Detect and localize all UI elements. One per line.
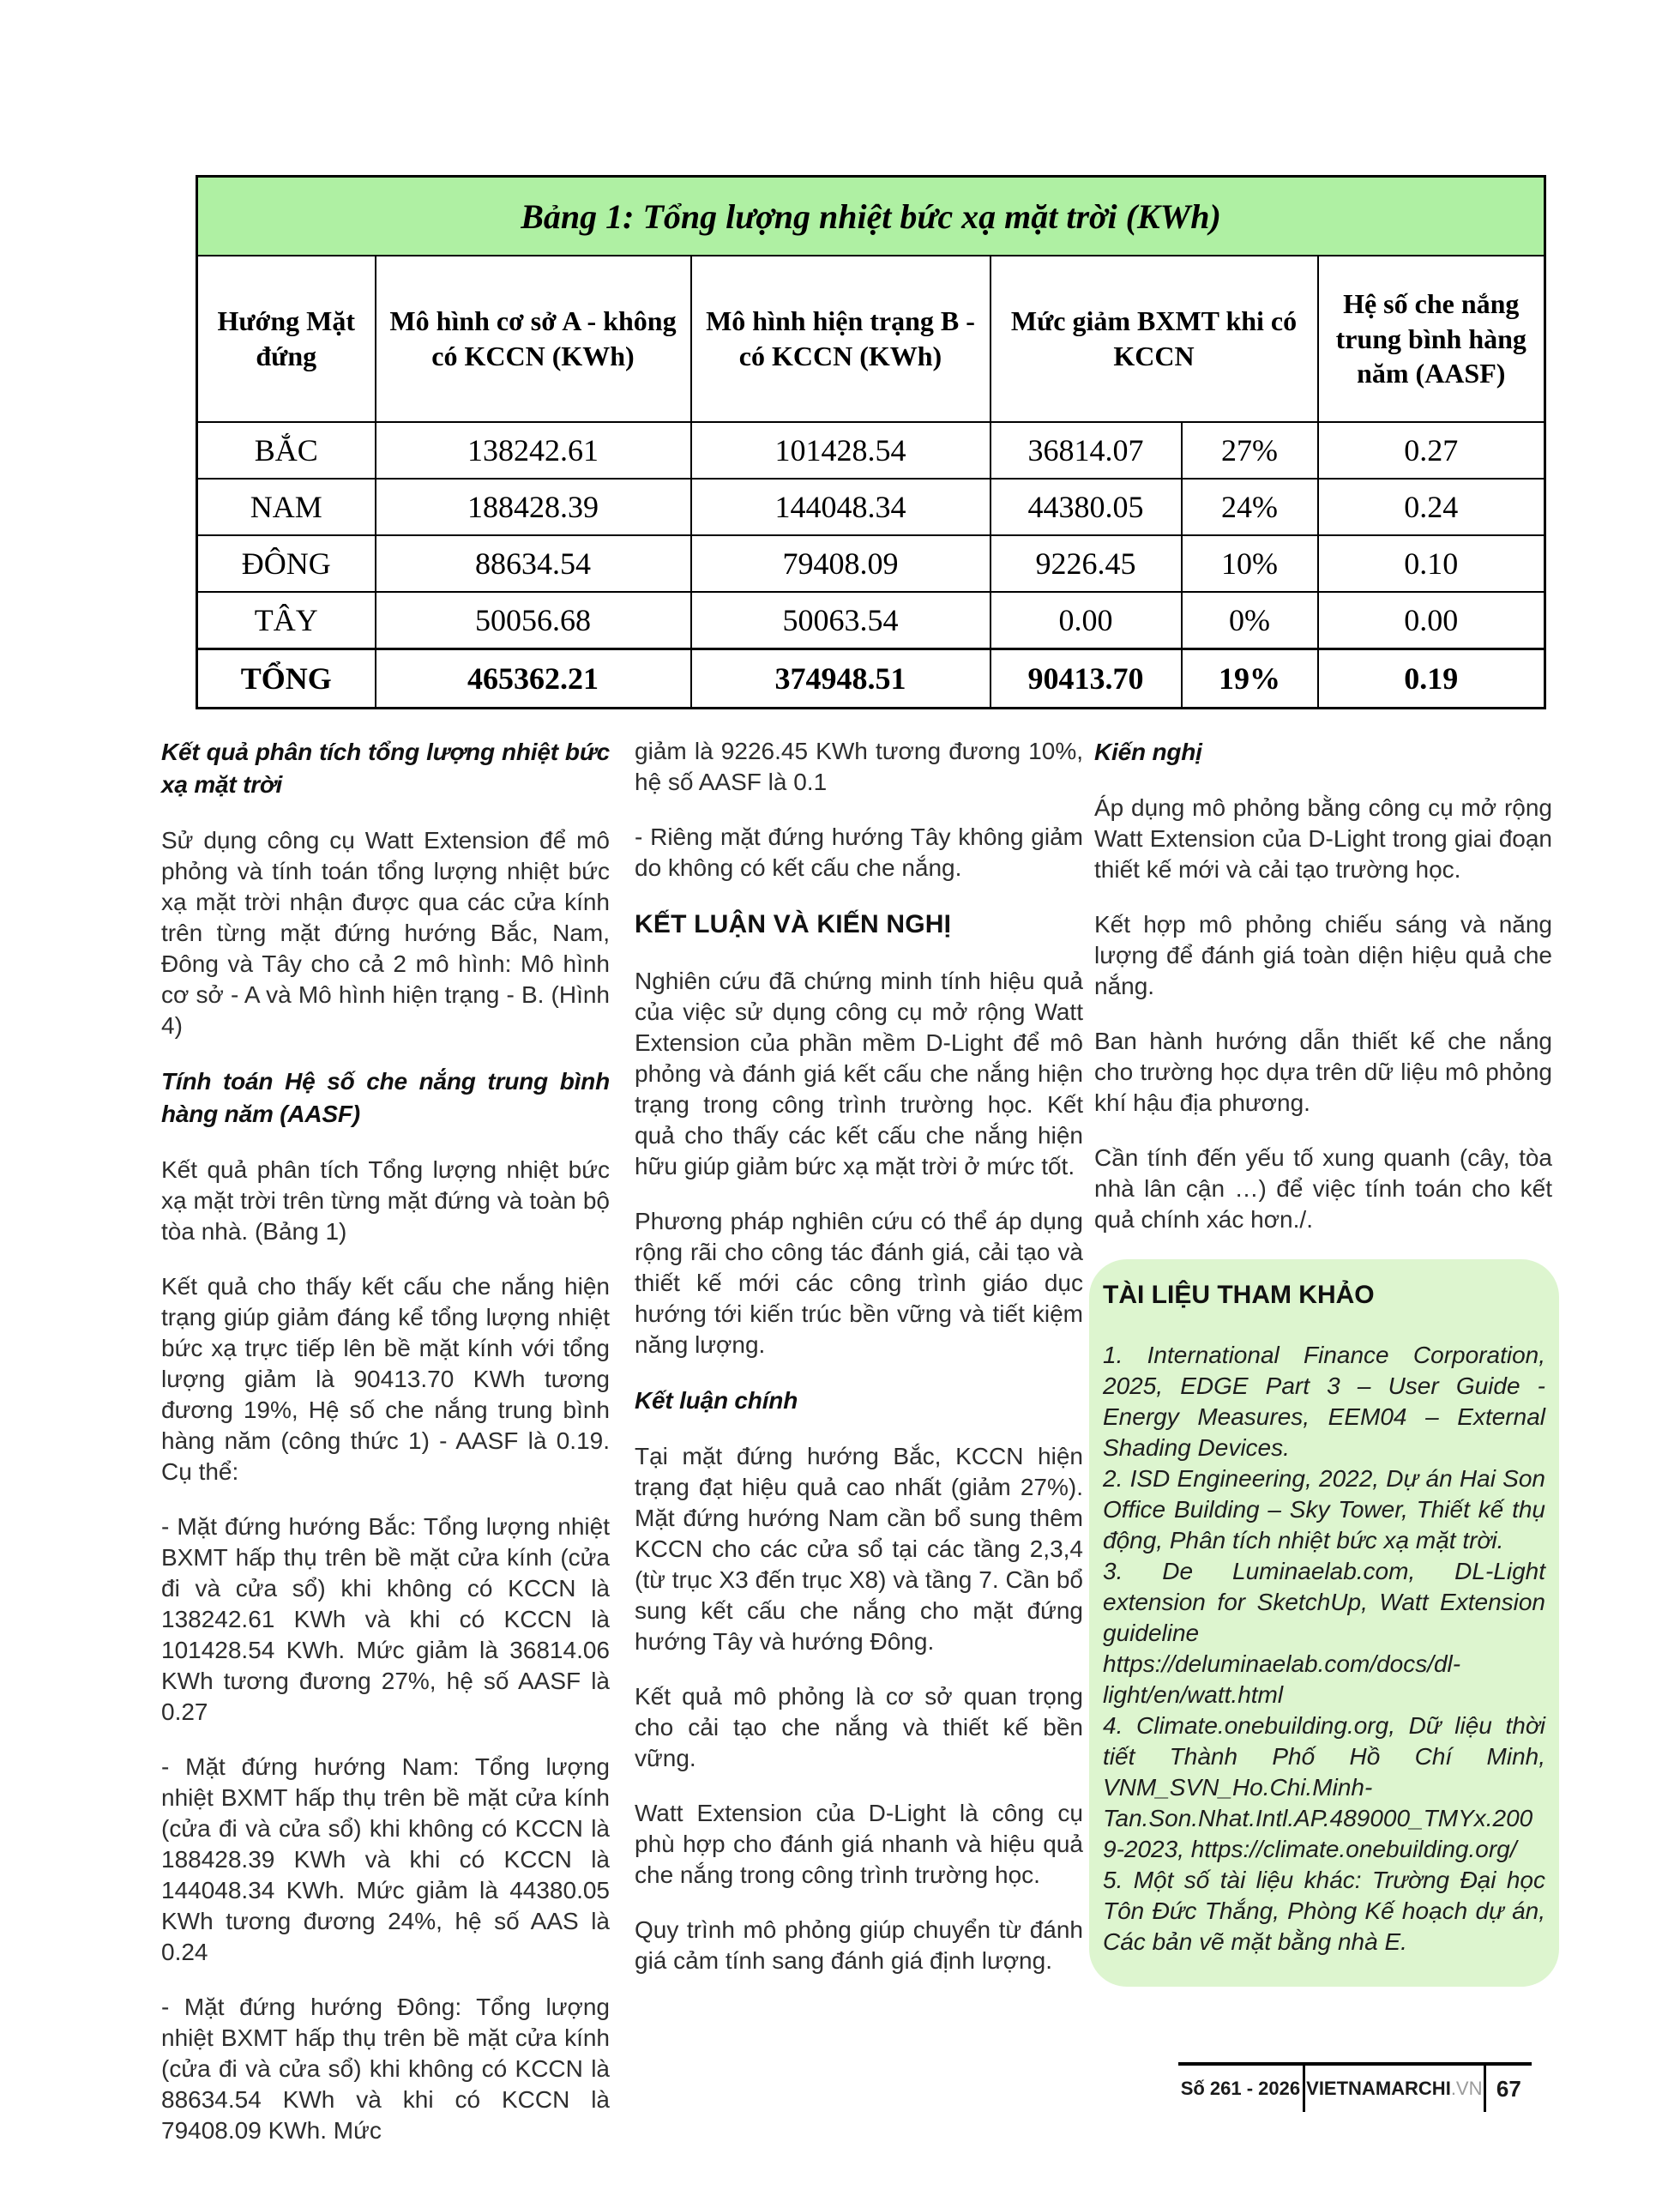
table-row (197, 535, 1545, 592)
cell-model-b: 101428.54 (691, 422, 991, 479)
reference-item: 1. International Finance Corporation, 2025, EDGE Part 3 – User Guide - Energy Measures, EEM04 – External Shading Devices. (1103, 1342, 1545, 1461)
cell-model-a: 138242.61 (376, 422, 691, 479)
cell-model-b: 374948.51 (691, 649, 991, 709)
cell-aasf: 0.00 (1318, 592, 1545, 649)
cell-model-a: 50056.68 (376, 592, 691, 649)
paragraph: Kết hợp mô phỏng chiếu sáng và năng lượng để đánh giá toàn diện hiệu quả che nắng. (1094, 911, 1552, 999)
paragraph: Áp dụng mô phỏng bằng công cụ mở rộng Watt Extension của D-Light trong giai đoạn thiết kế mới và cải tạo trường học. (1094, 794, 1552, 883)
table-title: Bảng 1: Tổng lượng nhiệt bức xạ mặt trời (KWh) (197, 177, 1545, 256)
subheading: Kiến nghị (1094, 739, 1202, 765)
paragraph: Ban hành hướng dẫn thiết kế che nắng cho trường học dựa trên dữ liệu mô phỏng khí hậu địa phương. (1094, 1028, 1552, 1116)
header-huong-mat-dung: Hướng Mặt đứng (197, 256, 376, 422)
cell-aasf: 0.24 (1318, 479, 1545, 535)
header-he-so-che-nang: Hệ số che nắng trung bình hàng năm (AASF) (1318, 256, 1545, 422)
paragraph: Kết quả cho thấy kết cấu che nắng hiện trạng giúp giảm đáng kể tổng lượng nhiệt bức xạ trực tiếp lên bề mặt kính với tổng lượng giảm là 90413.70 KWh tương đương 19%, Hệ số che nắng trung bình hàng năm (công thức 1) - AASF là 0.19. Cụ thể: (161, 1273, 610, 1485)
header-muc-giam-bxmt: Mức giảm BXMT khi có KCCN (991, 256, 1318, 422)
brand-name: VIETNAMARCHI (1306, 2078, 1451, 2099)
cell-direction: NAM (197, 479, 376, 535)
paragraph: Watt Extension của D-Light là công cụ phù hợp cho đánh giá nhanh và hiệu quả che nắng trong công trình trường học. (635, 1800, 1083, 1888)
reference-item: 4. Climate.onebuilding.org, Dữ liệu thời tiết Thành Phố Hồ Chí Minh, VNM_SVN_Ho.Chi.Minh-Tan.Son.Nhat.Intl.AP.489000_TMYx.2009-2023, https://climate.onebuilding.org/ (1103, 1712, 1545, 1862)
section-heading: KẾT LUẬN VÀ KIẾN NGHỊ (635, 910, 952, 938)
cell-aasf: 0.10 (1318, 535, 1545, 592)
paragraph: Nghiên cứu đã chứng minh tính hiệu quả của việc sử dụng công cụ mở rộng Watt Extension của phần mềm D-Light để mô phỏng và đánh giá kết cấu che nắng hiện trạng trong công trình trường học. Kết quả cho thấy các kết cấu che nắng hiện hữu giúp giảm bức xạ mặt trời ở mức tốt. (635, 968, 1083, 1179)
brand-suffix: .VN (1450, 2078, 1483, 2099)
table-header-row (197, 256, 1545, 422)
cell-direction: TỔNG (197, 649, 376, 709)
subheading: Kết quả phân tích tổng lượng nhiệt bức xạ mặt trời (161, 739, 610, 798)
paragraph: Quy trình mô phỏng giúp chuyển từ đánh giá cảm tính sang đánh giá định lượng. (635, 1916, 1083, 1974)
cell-model-b: 144048.34 (691, 479, 991, 535)
page-footer (1178, 2062, 1532, 2112)
cell-percent: 0% (1182, 592, 1318, 649)
cell-percent: 19% (1182, 649, 1318, 709)
paragraph: - Riêng mặt đứng hướng Tây không giảm do không có kết cấu che nắng. (635, 824, 1083, 881)
reference-item: 2. ISD Engineering, 2022, Dự án Hai Son Office Building – Sky Tower, Thiết kế thụ động, Phân tích nhiệt bức xạ mặt trời. (1103, 1465, 1545, 1553)
subheading: Kết luận chính (635, 1387, 798, 1414)
solar-radiation-table (196, 175, 1546, 709)
paragraph: Phương pháp nghiên cứu có thể áp dụng rộng rãi cho công tác đánh giá, cải tạo và thiết kế mới các công trình giáo dục hướng tới kiến trúc bền vững và tiết kiệm năng lượng. (635, 1208, 1083, 1358)
column-right (1094, 736, 1552, 1987)
cell-reduction: 36814.07 (991, 422, 1182, 479)
page-number: 67 (1484, 2066, 1532, 2112)
paragraph: Cần tính đến yếu tố xung quanh (cây, tòa nhà lân cận …) để việc tính toán cho kết quả chính xác hơn./. (1094, 1144, 1552, 1233)
references-title: TÀI LIỆU THAM KHẢO (1103, 1281, 1375, 1309)
reference-item: 5. Một số tài liệu khác: Trường Đại học Tôn Đức Thắng, Phòng Kế hoạch dự án, Các bản vẽ mặt bằng nhà E. (1103, 1867, 1545, 1955)
cell-percent: 10% (1182, 535, 1318, 592)
paragraph: Tại mặt đứng hướng Bắc, KCCN hiện trạng đạt hiệu quả cao nhất (giảm 27%). Mặt đứng hướng Nam cần bổ sung thêm KCCN cho các cửa sổ tại các tầng 2,3,4 (từ trục X3 đến trục X8) và tầng 7. Cần bổ sung kết cấu che nắng cho mặt đứng hướng Tây và hướng Đông. (635, 1443, 1083, 1655)
paragraph: Kết quả mô phỏng là cơ sở quan trọng cho cải tạo che nắng và thiết kế bền vững. (635, 1683, 1083, 1771)
cell-direction: BẮC (197, 422, 376, 479)
cell-reduction: 9226.45 (991, 535, 1182, 592)
cell-percent: 24% (1182, 479, 1318, 535)
cell-percent: 27% (1182, 422, 1318, 479)
cell-direction: TÂY (197, 592, 376, 649)
cell-model-a: 465362.21 (376, 649, 691, 709)
table-row (197, 422, 1545, 479)
paragraph: - Mặt đứng hướng Đông: Tổng lượng nhiệt BXMT hấp thụ trên bề mặt cửa kính (cửa đi và cửa sổ) khi không có KCCN là 88634.54 KWh và khi có KCCN là 79408.09 KWh. Mức (161, 1994, 610, 2144)
cell-direction: ĐÔNG (197, 535, 376, 592)
brand (1303, 2066, 1484, 2112)
cell-reduction: 0.00 (991, 592, 1182, 649)
paragraph: Kết quả phân tích Tổng lượng nhiệt bức xạ mặt trời trên từng mặt đứng và toàn bộ tòa nhà. (Bảng 1) (161, 1156, 610, 1245)
cell-model-b: 50063.54 (691, 592, 991, 649)
column-left (161, 736, 610, 2170)
cell-model-b: 79408.09 (691, 535, 991, 592)
header-mo-hinh-hien-trang-b: Mô hình hiện trạng B - có KCCN (KWh) (691, 256, 991, 422)
table-total-row (197, 649, 1545, 709)
header-mo-hinh-co-so-a: Mô hình cơ sở A - không có KCCN (KWh) (376, 256, 691, 422)
reference-item: 3. De Luminaelab.com, DL-Light extension for SketchUp, Watt Extension guideline https://deluminaelab.com/docs/dl-light/en/watt.html (1103, 1558, 1545, 1708)
table-title-row (197, 177, 1545, 256)
cell-reduction: 44380.05 (991, 479, 1182, 535)
references-box (1089, 1259, 1559, 1987)
paragraph: - Mặt đứng hướng Bắc: Tổng lượng nhiệt BXMT hấp thụ trên bề mặt cửa kính (cửa đi và cửa sổ) khi không có KCCN là 138242.61 KWh và khi có KCCN là 101428.54 KWh. Mức giảm là 36814.06 KWh tương đương 27%, hệ số AASF là 0.27 (161, 1513, 610, 1725)
cell-aasf: 0.19 (1318, 649, 1545, 709)
paragraph: giảm là 9226.45 KWh tương đương 10%, hệ số AASF là 0.1 (635, 738, 1083, 795)
cell-model-a: 188428.39 (376, 479, 691, 535)
table-row (197, 479, 1545, 535)
column-middle (635, 736, 1083, 2000)
subheading: Tính toán Hệ số che nắng trung bình hàng năm (AASF) (161, 1068, 610, 1127)
cell-aasf: 0.27 (1318, 422, 1545, 479)
table-bang-1 (196, 175, 1544, 709)
issue-number: Số 261 - 2026 (1180, 2078, 1301, 2099)
paragraph: - Mặt đứng hướng Nam: Tổng lượng nhiệt BXMT hấp thụ trên bề mặt cửa kính (cửa đi và cửa sổ) khi không có KCCN là 188428.39 KWh và khi có KCCN là 144048.34 KWh. Mức giảm là 44380.05 KWh tương đương 24%, hệ số AAS là 0.24 (161, 1753, 610, 1965)
table-row (197, 592, 1545, 649)
cell-reduction: 90413.70 (991, 649, 1182, 709)
paragraph: Sử dụng công cụ Watt Extension để mô phỏng và tính toán tổng lượng nhiệt bức xạ mặt trời nhận được qua các cửa kính trên từng mặt đứng hướng Bắc, Nam, Đông và Tây cho cả 2 mô hình: Mô hình cơ sở - A và Mô hình hiện trạng - B. (Hình 4) (161, 827, 610, 1039)
cell-model-a: 88634.54 (376, 535, 691, 592)
